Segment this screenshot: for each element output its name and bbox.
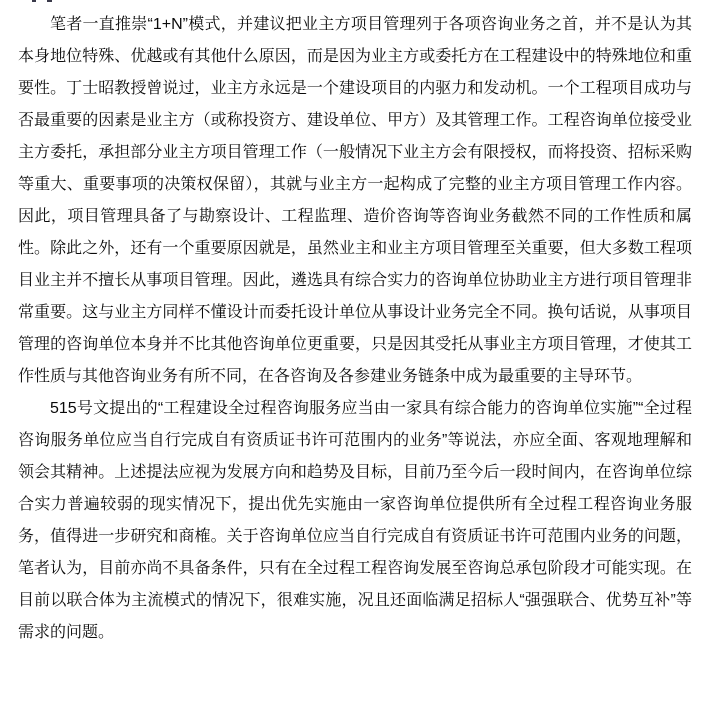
paragraph-515-document-discussion: 515号文提出的“工程建设全过程咨询服务应当由一家具有综合能力的咨询单位实施”“全过程咨询服务单位应当自行完成自有资质证书许可范围内的业务”等说法，亦应全面、客观地理解和领会其精神。上述提法应视为发展方向和趋势及目标，目前乃至今后一段时间内，在咨询单位综合实力普遍较弱的现实情况下，提出优先实施由一家咨询单位提供所有全过程工程咨询业务服务，值得进一步研究和商榷。关于咨询单位应当自行完成自有资质证书许可范围内业务的问题，笔者认为，目前亦尚不具备条件，只有在全过程工程咨询发展至咨询总承包阶段才可能实现。在目前以联合体为主流模式的情况下，很难实施，况且还面临满足招标人“强强联合、优势互补”等需求的问题。: [18, 400, 692, 641]
paragraph-owner-project-management: 笔者一直推崇“1+N”模式，并建议把业主方项目管理列于各项咨询业务之首，并不是认为其本身地位特殊、优越或有其他什么原因，而是因为业主方或委托方在工程建设中的特殊地位和重要性。丁士昭教授曾说过，业主方永远是一个建设项目的内驱力和发动机。一个工程项目成功与否最重要的因素是业主方（或称投资方、建设单位、甲方）及其管理工作。工程咨询单位接受业主方委托，承担部分业主方项目管理工作（一般情况下业主方会有限授权，而将投资、招标采购等重大、重要事项的决策权保留），其就与业主方一起构成了完整的业主方项目管理工作内容。因此，项目管理具备了与勘察设计、工程监理、造价咨询等咨询业务截然不同的工作性质和属性。除此之外，还有一个重要原因就是，虽然业主和业主方项目管理至关重要，但大多数工程项目业主并不擅长从事项目管理。因此，遴选具有综合实力的咨询单位协助业主方进行项目管理非常重要。这与业主方同样不懂设计而委托设计单位从事设计业务完全不同。换句话说，从事项目管理的咨询单位本身并不比其他咨询单位更重要，只是因其受托从事业主方项目管理，才使其工作性质与其他咨询业务有所不同，在各咨询及各参建业务链条中成为最重要的主导环节。: [18, 16, 692, 385]
clipped-text-fragment: [0, 0, 712, 2]
clipped-character-tip: [47, 0, 52, 2]
clipped-character-tip: [32, 0, 36, 2]
